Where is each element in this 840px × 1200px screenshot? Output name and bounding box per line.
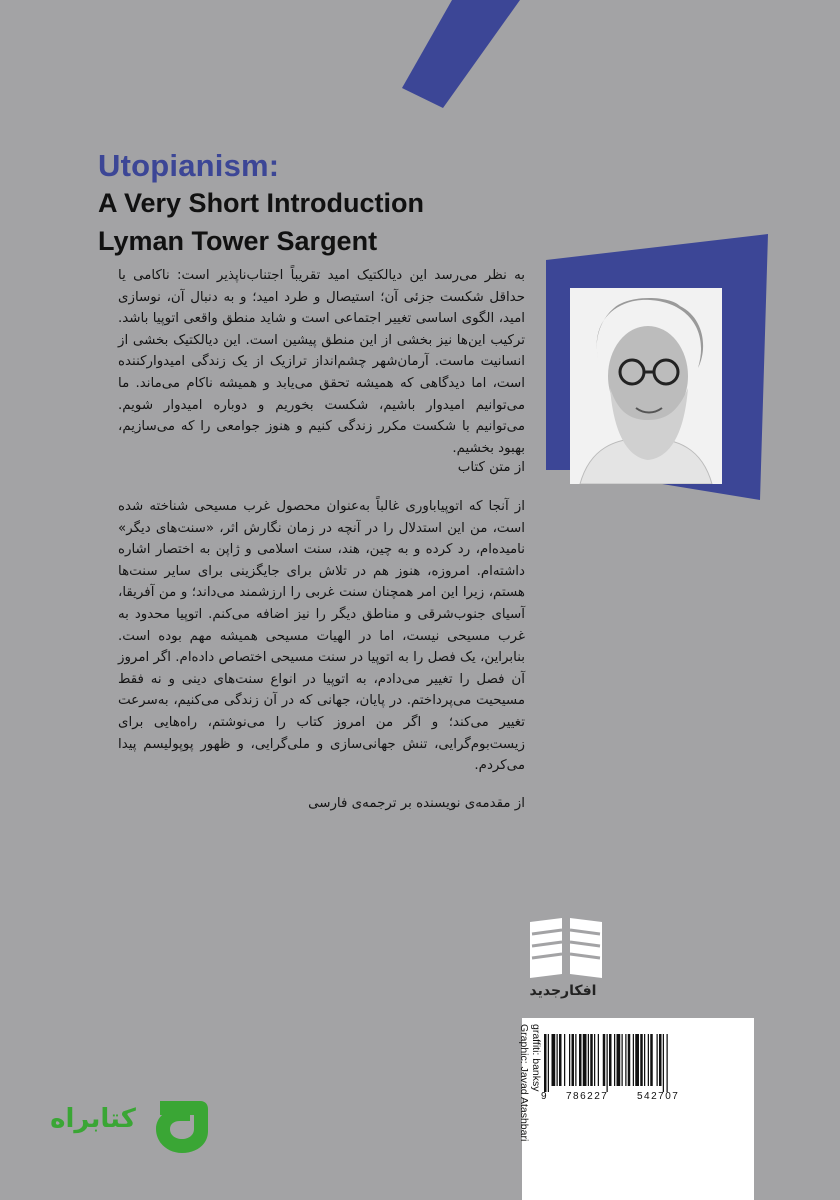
barcode-bar — [659, 1034, 662, 1086]
barcode-bar — [628, 1034, 631, 1086]
graffiti-credit: graffiti: banksy — [530, 1024, 542, 1092]
barcode-bar — [544, 1034, 547, 1092]
barcode-bar — [635, 1034, 639, 1086]
author-portrait — [570, 288, 722, 484]
barcode-bar — [617, 1034, 621, 1086]
barcode-bar — [564, 1034, 565, 1086]
book-title-english: Utopianism: — [98, 148, 280, 183]
graphic-credit: Graphic: Javad Atashbari — [518, 1024, 530, 1142]
book-subtitle-english: A Very Short Introduction — [98, 188, 425, 218]
barcode-bar — [640, 1034, 643, 1086]
barcode-bar — [583, 1034, 587, 1086]
barcode-bar — [609, 1034, 612, 1086]
barcode-bar — [579, 1034, 582, 1086]
publisher-name: افکارجدید — [529, 983, 597, 999]
barcode-bar — [594, 1034, 595, 1086]
barcode-bar — [663, 1034, 664, 1092]
ketabrah-watermark-text: کتابراه — [50, 1104, 136, 1134]
isbn-barcode — [540, 1034, 710, 1092]
excerpt-paragraph: به نظر می‌رسد این دیالکتیک امید تقریباً اجتناب‌ناپذیر است: ناکامی یا حداقل شکست جزئی آن؛ استیصال و طرد امید؛ و به دنبال آن، نوسازی امید، الگوی اساسی تغییر اجتماعی است و شاید منطق واقعی اتوپیا باشد. ترکیب این‌ها نیز بخشی از این منطق پیشین است. این دیالکتیک بخشی از انسانیت ماست. آرمان‌شهر چشم‌انداز ترازیک از یک زندگی امیدوارکننده است، اما دیدگاهی که همیشه تحقق می‌یابد و همیشه ناکام می‌ماند. ما می‌توانیم امیدوار باشیم، شکست بخوریم و دوباره امیدوار شویم. می‌توانیم با شکست مکرر زندگی کنیم و هنوز جوامعی را که می‌سازیم، بهبود بخشیم. — [118, 268, 525, 456]
barcode-bar — [622, 1034, 623, 1086]
preface-paragraph: از آنجا که اتوپیاباوری غالباً به‌عنوان محصول غرب مسیحی شناخته شده است، من این استدلال را در آنچه در زمان نگارش اثر، «سنت‌های دیگر» نامیده‌ام، رد کرده و به چین، هند، سنت اسلامی و ژاپن به اختصار اشاره داشته‌ام. امروزه، هنوز هم در تلاش برای جایگزینی برای سایر سنت‌ها هستم، زیرا این امر همچنان سنت غربی را ارزشمند می‌داند؛ و من آفریقا، آسیای جنوب‌شرقی و مناطق دیگر را نیز اضافه می‌کنم. اتوپیا محدود به غرب مسیحی نیست، اما در الهیات مسیحی همیشه مهم بوده است. بنابراین، یک فصل را به اتوپیا در سنت مسیحی اختصاص داده‌ام. اگر امروز آن فصل را تغییر می‌دادم، به اتوپیا در انواع سنت‌های دینی و نه فقط مسیحیت می‌پرداختم. در پایان، جهانی که در آن زندگی می‌کنیم، به‌سرعت تغییر می‌کند؛ و اگر من امروز کتاب را می‌نوشتم، راه‌هایی برای زیست‌بوم‌گرایی، تنش جهانی‌سازی و ملی‌گرایی، و ظهور پوپولیسم پیدا می‌کردم. — [118, 499, 525, 774]
barcode-bar — [607, 1034, 608, 1092]
barcode-bar — [572, 1034, 575, 1086]
isbn-group-2: 542707 — [637, 1091, 680, 1102]
barcode-bar — [548, 1034, 549, 1092]
barcode-bar — [552, 1034, 556, 1086]
barcode-bar — [588, 1034, 589, 1086]
barcode-bar — [650, 1034, 653, 1086]
barcode-bar — [575, 1034, 576, 1086]
barcode-bar — [667, 1034, 668, 1092]
isbn-group-1: 786227 — [566, 1091, 609, 1102]
barcode-bar — [625, 1034, 626, 1086]
author-name-english: Lyman Tower Sargent — [98, 226, 378, 256]
barcode-bar — [557, 1034, 558, 1086]
barcode-bar — [603, 1034, 606, 1086]
barcode-bar — [614, 1034, 615, 1086]
barcode-bar — [559, 1034, 562, 1086]
barcode-bar — [644, 1034, 645, 1086]
excerpt-source: از متن کتاب — [457, 460, 525, 475]
open-book-logo-icon — [528, 916, 604, 978]
barcode-bar — [657, 1034, 658, 1086]
barcode-bar — [590, 1034, 593, 1086]
isbn-prefix: 9 — [541, 1091, 547, 1102]
preface-source: از مقدمه‌ی نویسنده بر ترجمه‌ی فارسی — [308, 796, 525, 811]
top-accent-stripe — [0, 0, 840, 120]
barcode-bar — [598, 1034, 599, 1086]
author-portrait-illustration — [570, 288, 722, 484]
barcode-bar — [633, 1034, 634, 1086]
barcode-bar — [648, 1034, 649, 1086]
barcode-bar — [569, 1034, 570, 1086]
